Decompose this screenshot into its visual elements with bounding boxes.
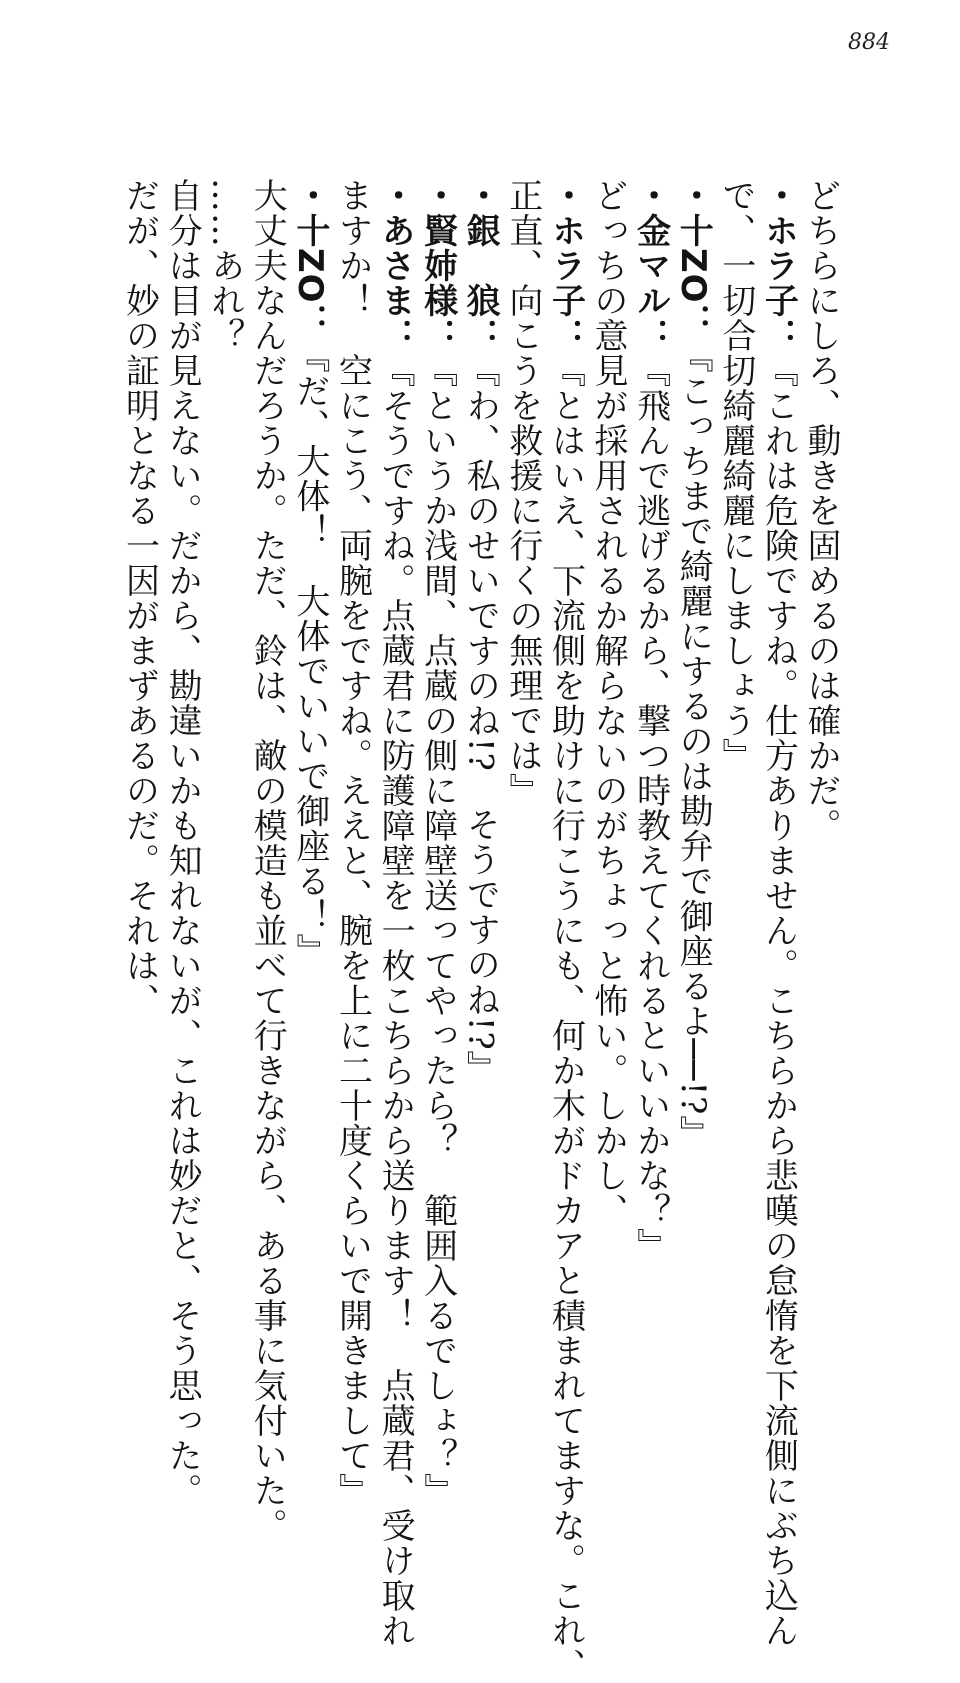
page-number: 884	[848, 30, 890, 55]
text-line	[629, 178, 672, 1328]
text-line	[161, 178, 204, 1508]
text-line	[416, 178, 459, 1508]
speaker-label: ・ホラ子：	[545, 178, 586, 353]
speaker-label: ・金マル：	[630, 178, 671, 353]
speaker-label: ・十ZO：	[673, 178, 714, 339]
speaker-label: ・ホラ子：	[758, 178, 799, 353]
line-text: 『こっちまで綺麗にするのは勘弁で御座るよ──!?』	[673, 338, 714, 1151]
line-text: 『だ、大体！ 大体でいいで御座る！』	[289, 338, 330, 969]
text-line	[331, 178, 374, 1508]
line-text: 正直、向こうを救援に行くの無理では』	[502, 178, 543, 808]
text-line	[203, 178, 246, 1328]
line-text: 『とはいえ、下流側を助けに行こうにも、何か木がドカアと積まれてますな。これ、	[545, 353, 586, 1683]
line-text: どっちの意見が採用されるか解らないのがちょっと怖い。しかし、	[588, 178, 629, 1228]
text-line	[586, 178, 629, 1328]
text-line	[501, 178, 544, 1328]
line-text: だが、妙の証明となる一因がまずあるのだ。それは、	[119, 178, 160, 1018]
vertical-text-body	[112, 178, 842, 1683]
line-text: どちらにしろ、動きを固めるのは確かだ。	[801, 178, 841, 843]
text-line	[373, 178, 416, 1648]
line-text: 『というか浅間、点蔵の側に障壁送ってやったら？ 範囲入るでしょ？』	[417, 353, 458, 1508]
line-text: 『そうですね。点蔵君に防護障壁を一枚こちらから送ります！ 点蔵君、受け取れ	[375, 353, 416, 1648]
speaker-label: ・あさま：	[375, 178, 416, 353]
text-line	[459, 178, 502, 1328]
speaker-label: ・十ZO：	[289, 178, 330, 339]
speaker-label: ・銀 狼：	[460, 178, 501, 353]
line-text: 自分は目が見えない。だから、勘違いかも知れないが、これは妙だと、そう思った。	[162, 178, 203, 1508]
text-line	[544, 178, 587, 1683]
speaker-label: ・賢姉様：	[417, 178, 458, 353]
text-line	[246, 178, 289, 1543]
line-text: ……あれ？	[204, 178, 245, 353]
line-text: ますか！ 空にこう、両腕をですね。ええと、腕を上に二十度くらいで開きまして』	[332, 178, 373, 1508]
text-line	[799, 178, 842, 1328]
text-line	[288, 178, 331, 1328]
text-line	[714, 178, 757, 1328]
line-text: 大丈夫なんだろうか。ただ、鈴は、敵の模造も並べて行きながら、ある事に気付いた。	[247, 178, 288, 1543]
text-line	[118, 178, 161, 1328]
line-text: で、一切合切綺麗綺麗にしましょう』	[715, 178, 756, 773]
text-line	[672, 178, 715, 1328]
line-text: 『わ、私のせいですのね!? そうですのね!?』	[460, 353, 501, 1086]
line-text: 『飛んで逃げるから、撃つ時教えてくれるといいかな？』	[630, 353, 671, 1263]
line-text: 『これは危険ですね。仕方ありません。こちらから悲嘆の怠惰を下流側にぶち込ん	[758, 353, 799, 1648]
text-line	[757, 178, 800, 1648]
